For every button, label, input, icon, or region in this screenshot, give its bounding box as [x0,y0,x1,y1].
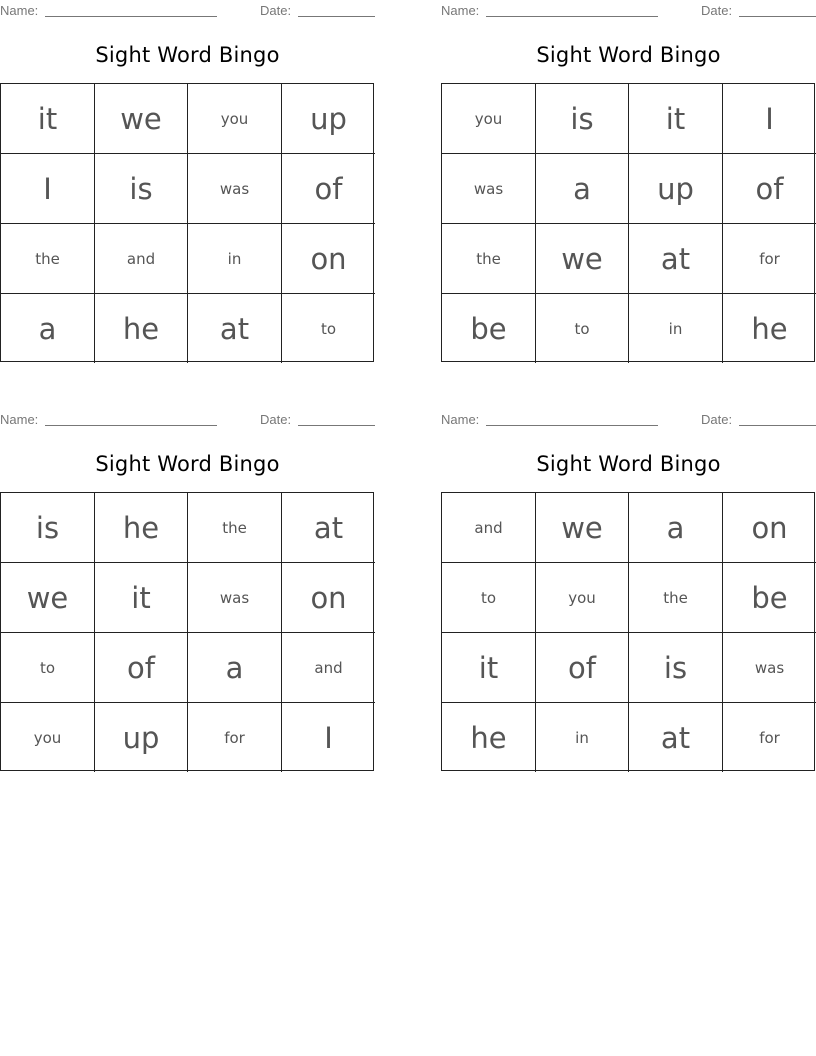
bingo-cell: on [282,224,375,294]
date-blank[interactable] [739,425,816,426]
name-date-line [0,4,375,20]
bingo-grid [441,492,815,771]
bingo-cell: at [282,493,375,563]
bingo-cell: on [282,563,375,633]
bingo-cell: at [629,703,723,772]
bingo-cell: I [324,720,333,755]
bingo-cell: was [188,154,282,224]
bingo-grid [441,83,815,362]
bingo-card-3 [0,409,375,773]
bingo-cell: was [442,154,536,224]
bingo-cell: at [629,224,723,294]
bingo-cell: it [442,633,536,703]
bingo-grid [0,492,374,771]
bingo-cell: on [723,493,816,563]
date-blank[interactable] [298,16,375,17]
name-blank[interactable] [486,16,658,17]
bingo-cell: to [1,633,95,703]
date-blank[interactable] [739,16,816,17]
name-blank[interactable] [486,425,658,426]
name-label: Name: [441,3,480,18]
bingo-cell: he [95,493,188,563]
bingo-cell: the [1,224,95,294]
bingo-cell: is [629,633,723,703]
card-title: Sight Word Bingo [536,43,721,67]
bingo-cell: for [723,224,816,294]
bingo-cell: it [1,84,95,154]
date-blank[interactable] [298,425,375,426]
bingo-card-1 [0,0,375,364]
bingo-cell: a [1,294,95,363]
bingo-cell: of [95,633,188,703]
date-label: Date: [701,412,733,427]
name-date-line [441,4,816,20]
bingo-cell: you [188,84,282,154]
bingo-cell: is [95,154,188,224]
bingo-cell: he [95,294,188,363]
bingo-cell: for [188,703,282,772]
bingo-cell: of [282,154,375,224]
bingo-cell: and [442,493,536,563]
date-label: Date: [260,412,292,427]
bingo-cell: is [536,84,629,154]
bingo-cell: you [442,84,536,154]
bingo-cell: in [629,294,723,363]
bingo-cell: he [442,703,536,772]
name-label: Name: [0,412,39,427]
bingo-cell: at [188,294,282,363]
date-label: Date: [260,3,292,18]
bingo-cell: and [95,224,188,294]
bingo-cell: I [1,154,95,224]
date-label: Date: [701,3,733,18]
bingo-card-4 [441,409,816,773]
card-title: Sight Word Bingo [95,43,280,67]
name-label: Name: [0,3,39,18]
card-title: Sight Word Bingo [536,452,721,476]
bingo-cell: of [536,633,629,703]
bingo-cell: for [759,728,780,747]
bingo-cell: up [95,703,188,772]
bingo-cell: he [751,311,788,346]
bingo-cell: the [188,493,282,563]
bingo-cell: of [723,154,816,224]
bingo-cell: be [723,563,816,633]
bingo-cell: was [723,633,816,703]
bingo-cell: the [629,563,723,633]
bingo-cell: up [629,154,723,224]
bingo-cell: be [442,294,536,363]
bingo-cell: it [95,563,188,633]
bingo-cell: to [442,563,536,633]
name-date-line [441,413,816,429]
bingo-cell: you [1,703,95,772]
bingo-cell: and [282,633,375,703]
name-blank[interactable] [45,16,217,17]
bingo-cell: to [536,294,629,363]
name-label: Name: [441,412,480,427]
bingo-cell: to [320,319,337,338]
bingo-cell: I [723,84,816,154]
bingo-cell: we [536,493,629,563]
card-title: Sight Word Bingo [95,452,280,476]
bingo-cell: we [1,563,95,633]
name-date-line [0,413,375,429]
bingo-cell: it [629,84,723,154]
bingo-cell: was [188,563,282,633]
bingo-card-2 [441,0,816,364]
bingo-cell: up [282,84,375,154]
bingo-grid [0,83,374,362]
bingo-cell: the [442,224,536,294]
bingo-cell: a [629,493,723,563]
bingo-cell: we [95,84,188,154]
bingo-cell: in [188,224,282,294]
bingo-cell: we [536,224,629,294]
name-blank[interactable] [45,425,217,426]
bingo-cell: you [536,563,629,633]
bingo-cell: in [536,703,629,772]
bingo-cell: a [536,154,629,224]
bingo-cell: is [1,493,95,563]
bingo-cell: a [188,633,282,703]
